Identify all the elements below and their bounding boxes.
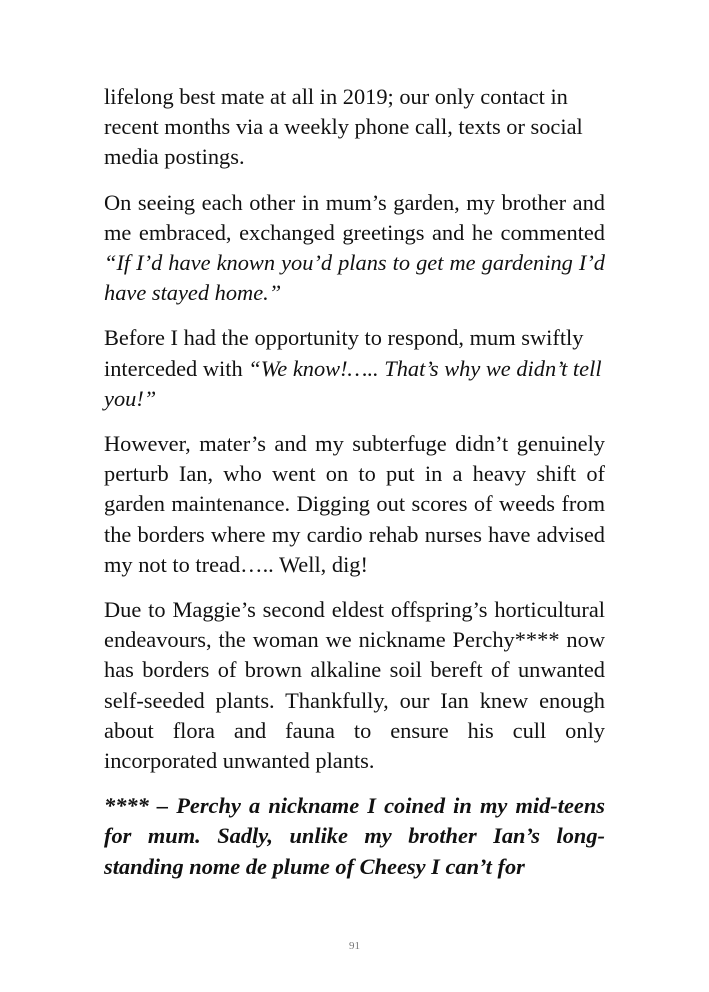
- paragraph-2: [104, 188, 605, 309]
- body-text: [104, 82, 605, 882]
- paragraph-2-quote: “If I’d have known you’d plans to get me gardening I’d have stayed home.”: [104, 250, 605, 306]
- page-number: 91: [349, 940, 360, 952]
- paragraph-3-text: Before I had the opportunity to respond, mum swiftly interceded with: [104, 325, 584, 381]
- paragraph-4: However, mater’s and my subterfuge didn’t genuinely perturb Ian, who went on to put in a heavy shift of garden maintenance. Digging out scores of weeds from the borders where my cardio rehab nurses have advised my not to tread….. Well, dig!: [104, 431, 605, 577]
- paragraph-3: [104, 323, 605, 414]
- paragraph-5: Due to Maggie’s second eldest offspring’s horticultural endeavours, the woman we nickname Perchy**** now has borders of brown alkaline soil bereft of unwanted self-seeded plants. Thankfully, our Ian knew enough about flora and fauna to ensure his cull only incorporated unwanted plants.: [104, 597, 605, 774]
- paragraph-1: lifelong best mate at all in 2019; our only contact in recent months via a weekly phone call, texts or social media postings.: [104, 84, 583, 170]
- paragraph-3-quote: “We know!….. That’s why we didn’t tell you!”: [104, 355, 602, 411]
- footnote: **** – Perchy a nickname I coined in my mid-teens for mum. Sadly, unlike my brother Ian’s long-standing nome de plume of Cheesy I can’t for: [104, 793, 605, 879]
- paragraph-2-text: On seeing each other in mum’s garden, my brother and me embraced, exchanged greetings and he commented: [104, 189, 605, 245]
